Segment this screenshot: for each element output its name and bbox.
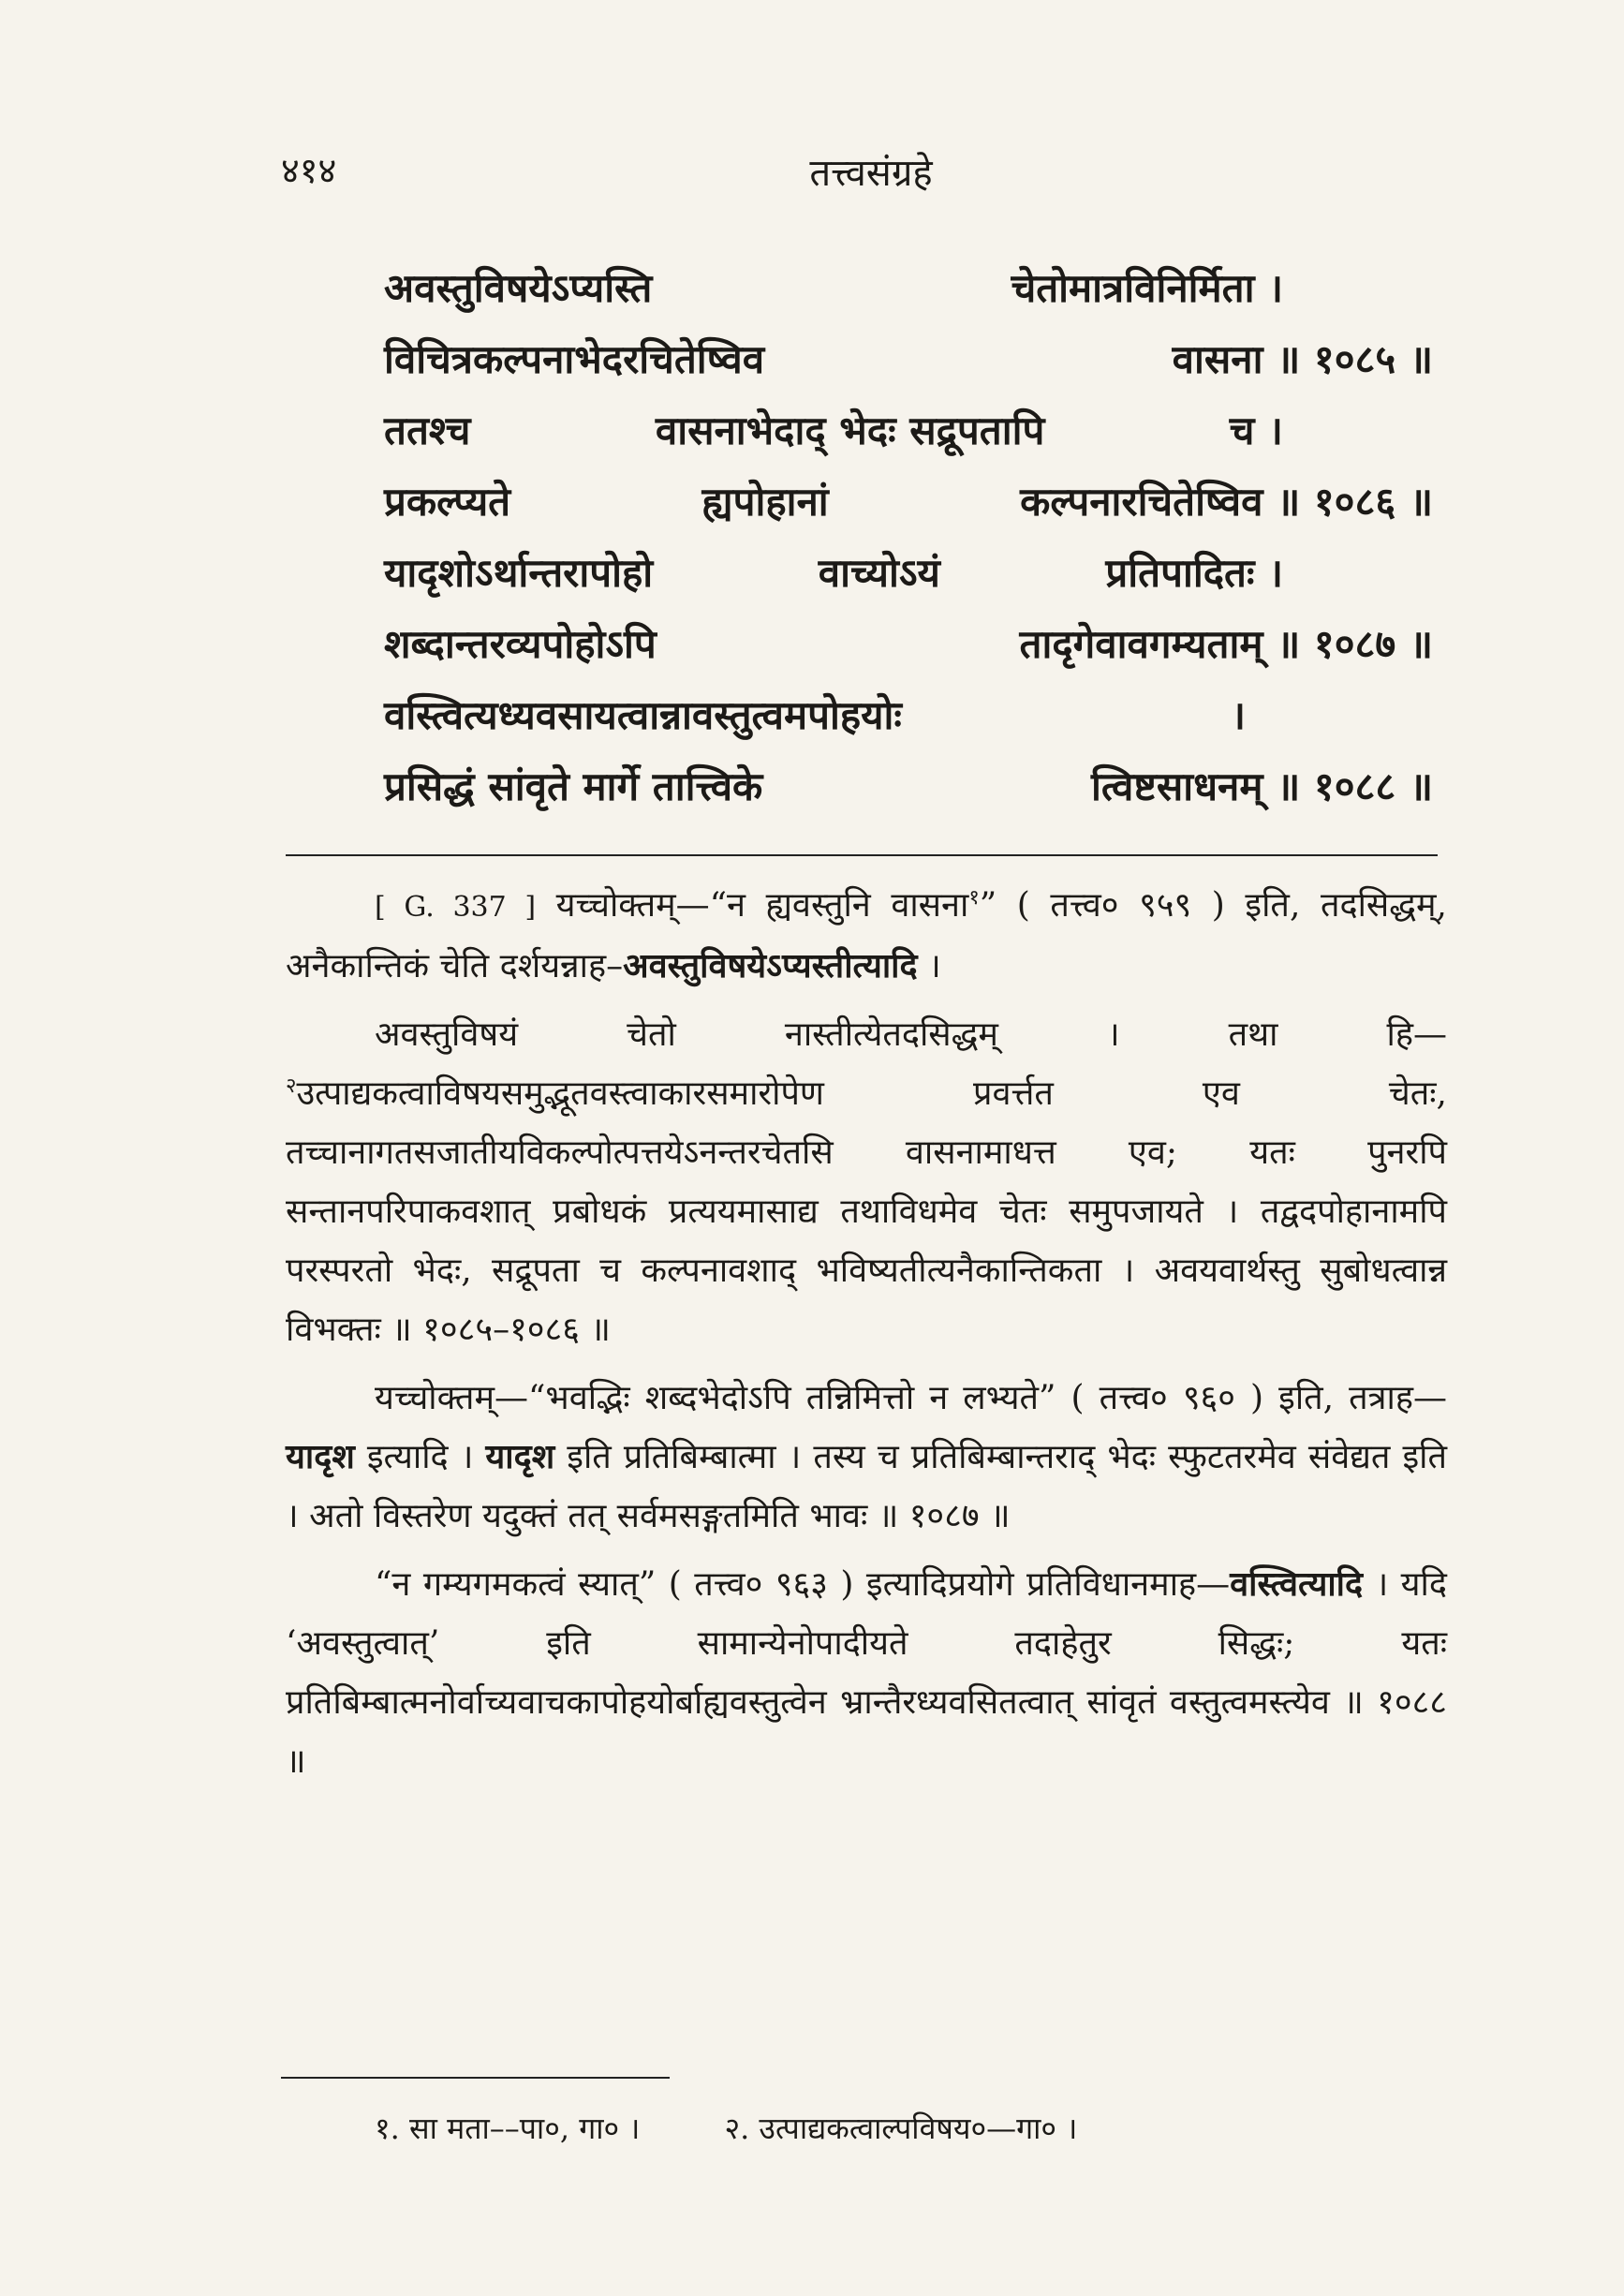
verse-line <box>384 538 1433 609</box>
verse-line <box>384 395 1433 467</box>
commentary-paragraph <box>286 1005 1447 1359</box>
verse-segment: प्रसिद्धं सांवृते मार्गे तात्त्विके <box>384 763 763 809</box>
commentary-paragraph <box>286 1369 1447 1546</box>
text-run: उत्पाद्यकत्वाविषयसमुद्भूतवस्त्वाकारसमारोपेण प्रवर्त्तत एव चेतः, तच्चानागतसजातीयविकल्पोत्पत्तयेऽनन्तरचेतसि वासनामाधत्त एव; यतः पुनरपि सन्तानपरिपाकवशात् प्रबोधकं प्रत्ययमासाद्य तथाविधमेव चेतः समुपजायते । तद्वदपोहानामपि परस्परतो भेदः, सद्रूपता च कल्पनावशाद् भविष्यतीत्यनैकान्तिकता । अवयवार्थस्तु सुबोधत्वान्न विभक्तः ॥ १०८५–१०८६ ॥ <box>286 1074 1447 1349</box>
verse-segment: यादृशोऽर्थान्तरापोहो <box>384 550 654 596</box>
verse-segment: चेतोमात्रविनिर्मिता । <box>1011 265 1283 311</box>
text-run: यच्चोक्तम्—“भवद्भिः शब्दभेदोऽपि तन्निमित्तो न लभ्यते” ( तत्त्व० ९६० ) इति, तत्राह— <box>375 1379 1447 1417</box>
verse-segment: ततश्च <box>384 407 471 453</box>
text-run: । यदि ‘अवस्तुत्वात्’ इति सामान्येनोपादीयते तदाहेतुर सिद्धः; यतः प्रतिबिम्बात्मनोर्वाच्यवाचकापोहयोर्बाह्यवस्तुत्वेन भ्रान्तैरध्यवसितत्वात् सांवृतं वस्तुत्वमस्त्येव ॥ १०८८ ॥ <box>286 1565 1447 1781</box>
verse-line <box>384 680 1433 751</box>
commentary <box>286 876 1447 1800</box>
page-header <box>281 145 1461 201</box>
footnote: १. सा मता––पा०, गा० । <box>375 2111 641 2146</box>
verse-segment: प्रकल्प्यते <box>384 479 511 525</box>
verse-segment: ह्यपोहानां <box>701 479 829 525</box>
text-run: “न गम्यगमकत्वं स्यात्” ( तत्त्व० ९६३ ) इत्यादिप्रयोगे प्रतिविधानमाह— <box>375 1565 1231 1604</box>
verse-segment: वासनाभेदाद् भेदः सद्रूपतापि <box>655 407 1045 453</box>
commentary-paragraph <box>286 876 1447 996</box>
verse-segment: तादृगेवावगम्यताम् ॥ १०८७ ॥ <box>1019 621 1433 667</box>
footnote: २. उत्पाद्यकत्वाल्पविषय०—गा० । <box>724 2111 1078 2146</box>
edition-page-marker: [ G. 337 ] <box>375 891 537 924</box>
verse-line <box>384 467 1433 538</box>
footnote-divider <box>281 2077 670 2079</box>
text-run: । <box>917 947 941 985</box>
verse-segment: कल्पनारचितेष्विव ॥ १०८६ ॥ <box>1020 479 1433 525</box>
running-title: तत्त्वसंग्रहे <box>809 152 933 195</box>
text-run: इत्यादि । <box>354 1438 486 1476</box>
lemma: अवस्तुविषयेऽप्यस्तीत्यादि <box>623 946 918 985</box>
verse-line <box>384 751 1433 822</box>
lemma: वस्त्वित्यादि <box>1230 1564 1364 1604</box>
commentary-paragraph <box>286 1555 1447 1791</box>
verse-block <box>384 253 1433 822</box>
text-run: यच्चोक्तम्—“न ह्यवस्तुनि वासना <box>555 886 969 925</box>
verse-segment: त्विष्टसाधनम् ॥ १०८८ ॥ <box>1091 763 1433 809</box>
page-number: ४१४ <box>281 150 337 191</box>
verse-segment: । <box>1231 692 1246 738</box>
verse-segment: प्रतिपादितः । <box>1105 550 1283 596</box>
verse-line <box>384 324 1433 395</box>
footnote-marker: १ <box>968 886 980 910</box>
text-run: इति प्रतिबिम्बात्मा । तस्य च प्रतिबिम्बान्तराद् भेदः स्फुटतरमेव संवेद्यत इति । अतो विस्तरेण यदुक्तं तत् सर्वमसङ्गतमिति भावः ॥ १०८७ ॥ <box>286 1438 1448 1535</box>
verse-segment: शब्दान्तरव्यपोहोऽपि <box>384 621 657 667</box>
text-run: अवस्तुविषयं चेतो नास्तीत्येतदसिद्धम् । तथा हि— <box>375 1015 1447 1054</box>
footnote-marker: २ <box>286 1074 297 1098</box>
verse-line <box>384 253 1433 324</box>
verse-segment: वस्त्वित्यध्यवसायत्वान्नावस्तुत्वमपोहयोः <box>384 692 902 738</box>
verse-segment: च । <box>1229 407 1283 453</box>
verse-divider <box>286 854 1438 856</box>
verse-line <box>384 609 1433 680</box>
lemma: यादृश <box>286 1437 355 1476</box>
verse-segment: वासना ॥ १०८५ ॥ <box>1172 336 1433 382</box>
verse-segment: वाच्योऽयं <box>818 550 940 596</box>
text-run: ” ( तत्त्व० ९५९ ) इति, तदसिद्धम्, अनैकान्तिकं चेति दर्शयन्नाह– <box>286 886 1447 985</box>
verse-segment: अवस्तुविषयेऽप्यस्ति <box>384 265 653 311</box>
footnotes <box>375 2108 1405 2148</box>
verse-segment: विचित्रकल्पनाभेदरचितेष्विव <box>384 336 765 382</box>
lemma: यादृश <box>485 1437 555 1476</box>
